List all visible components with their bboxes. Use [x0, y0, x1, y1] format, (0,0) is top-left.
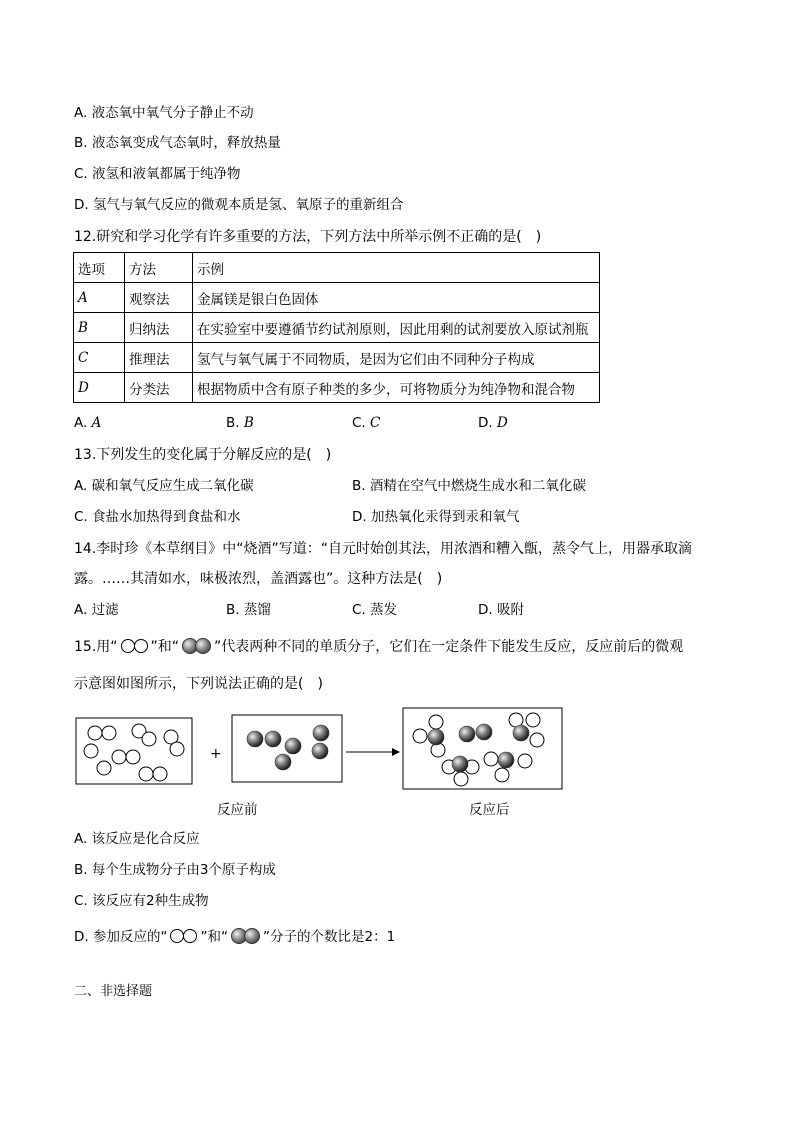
table-cell: 分类法	[125, 373, 193, 403]
q15-stem-line1: 15.用“ ”和“ ”代表两种不同的单质分子，它们在一定条件下能发生反应，反应前后的微观	[74, 639, 684, 655]
q14-option-b: B. 蒸馏	[226, 602, 271, 618]
white-atoms	[84, 724, 184, 781]
section-title: 二、非选择题	[74, 984, 153, 999]
q13-option-a: A. 碳和氧气反应生成二氧化碳	[74, 478, 254, 494]
table-cell: C	[74, 343, 125, 373]
q14-option-d: D. 吸附	[478, 602, 524, 618]
gray-molecule-icon	[231, 928, 260, 946]
table-cell: 归纳法	[125, 313, 193, 343]
q14-stem-line1: 14.李时珍《本草纲目》中“烧酒”写道：“自元时始创其法，用浓酒和糟入甑，蒸令气上，用器承取滴	[74, 541, 693, 557]
q12-option-b: B. B	[226, 415, 254, 431]
table-cell: 金属镁是银白色固体	[193, 283, 600, 313]
q15-option-a: A. 该反应是化合反应	[74, 831, 200, 847]
q11-option-c: C. 液氢和液氧都属于纯净物	[74, 166, 241, 182]
q12-option-a: A. A	[74, 415, 102, 431]
arrow-head-icon	[392, 748, 400, 756]
label-before: 反应前	[217, 802, 258, 818]
q11-option-d: D. 氢气与氧气反应的微观本质是氢、氧原子的重新组合	[74, 197, 404, 213]
table-cell: B	[74, 313, 125, 343]
q12-stem: 12.研究和学习化学有许多重要的方法，下列方法中所举示例不正确的是( )	[74, 229, 542, 245]
table-cell: 在实验室中要遵循节约试剂原则，因此用剩的试剂要放入原试剂瓶	[193, 313, 600, 343]
q15-option-d: D. 参加反应的“ ”和“ ”分子的个数比是2：1	[74, 929, 396, 945]
q15-option-c: C. 该反应有2种生成物	[74, 893, 209, 909]
table-header: 方法	[125, 253, 193, 283]
after-molecules	[413, 713, 544, 786]
white-molecule-icon	[170, 928, 197, 946]
q15-stem-line2: 示意图如图所示，下列说法正确的是( )	[74, 676, 323, 692]
q13-stem: 13.下列发生的变化属于分解反应的是( )	[74, 447, 332, 463]
q14-option-c: C. 蒸发	[352, 602, 398, 618]
plus-sign: +	[210, 746, 222, 762]
table-cell: 推理法	[125, 343, 193, 373]
table-cell: 观察法	[125, 283, 193, 313]
q13-option-d: D. 加热氧化汞得到汞和氧气	[352, 509, 520, 525]
q13-option-b: B. 酒精在空气中燃烧生成水和二氧化碳	[352, 478, 586, 494]
q12-option-d: D. D	[478, 415, 508, 431]
q14-option-a: A. 过滤	[74, 602, 119, 618]
q15-option-b: B. 每个生成物分子由3个原子构成	[74, 862, 276, 878]
table-header: 选项	[74, 253, 125, 283]
q11-option-b: B. 液态氧变成气态氧时，释放热量	[74, 135, 281, 151]
label-after: 反应后	[469, 802, 510, 818]
q11-option-a: A. 液态氧中氧气分子静止不动	[74, 105, 254, 121]
table-header: 示例	[193, 253, 600, 283]
q12-option-c: C. C	[352, 415, 381, 431]
q13-option-c: C. 食盐水加热得到食盐和水	[74, 509, 241, 525]
table-cell: D	[74, 373, 125, 403]
table-cell: 根据物质中含有原子种类的多少，可将物质分为纯净物和混合物	[193, 373, 600, 403]
table-cell: 氢气与氧气属于不同物质，是因为它们由不同种分子构成	[193, 343, 600, 373]
table-cell: A	[74, 283, 125, 313]
gray-atoms	[247, 725, 329, 770]
q14-stem-line2: 露。……其清如水，味极浓烈，盖酒露也”。这种方法是( )	[74, 571, 443, 587]
